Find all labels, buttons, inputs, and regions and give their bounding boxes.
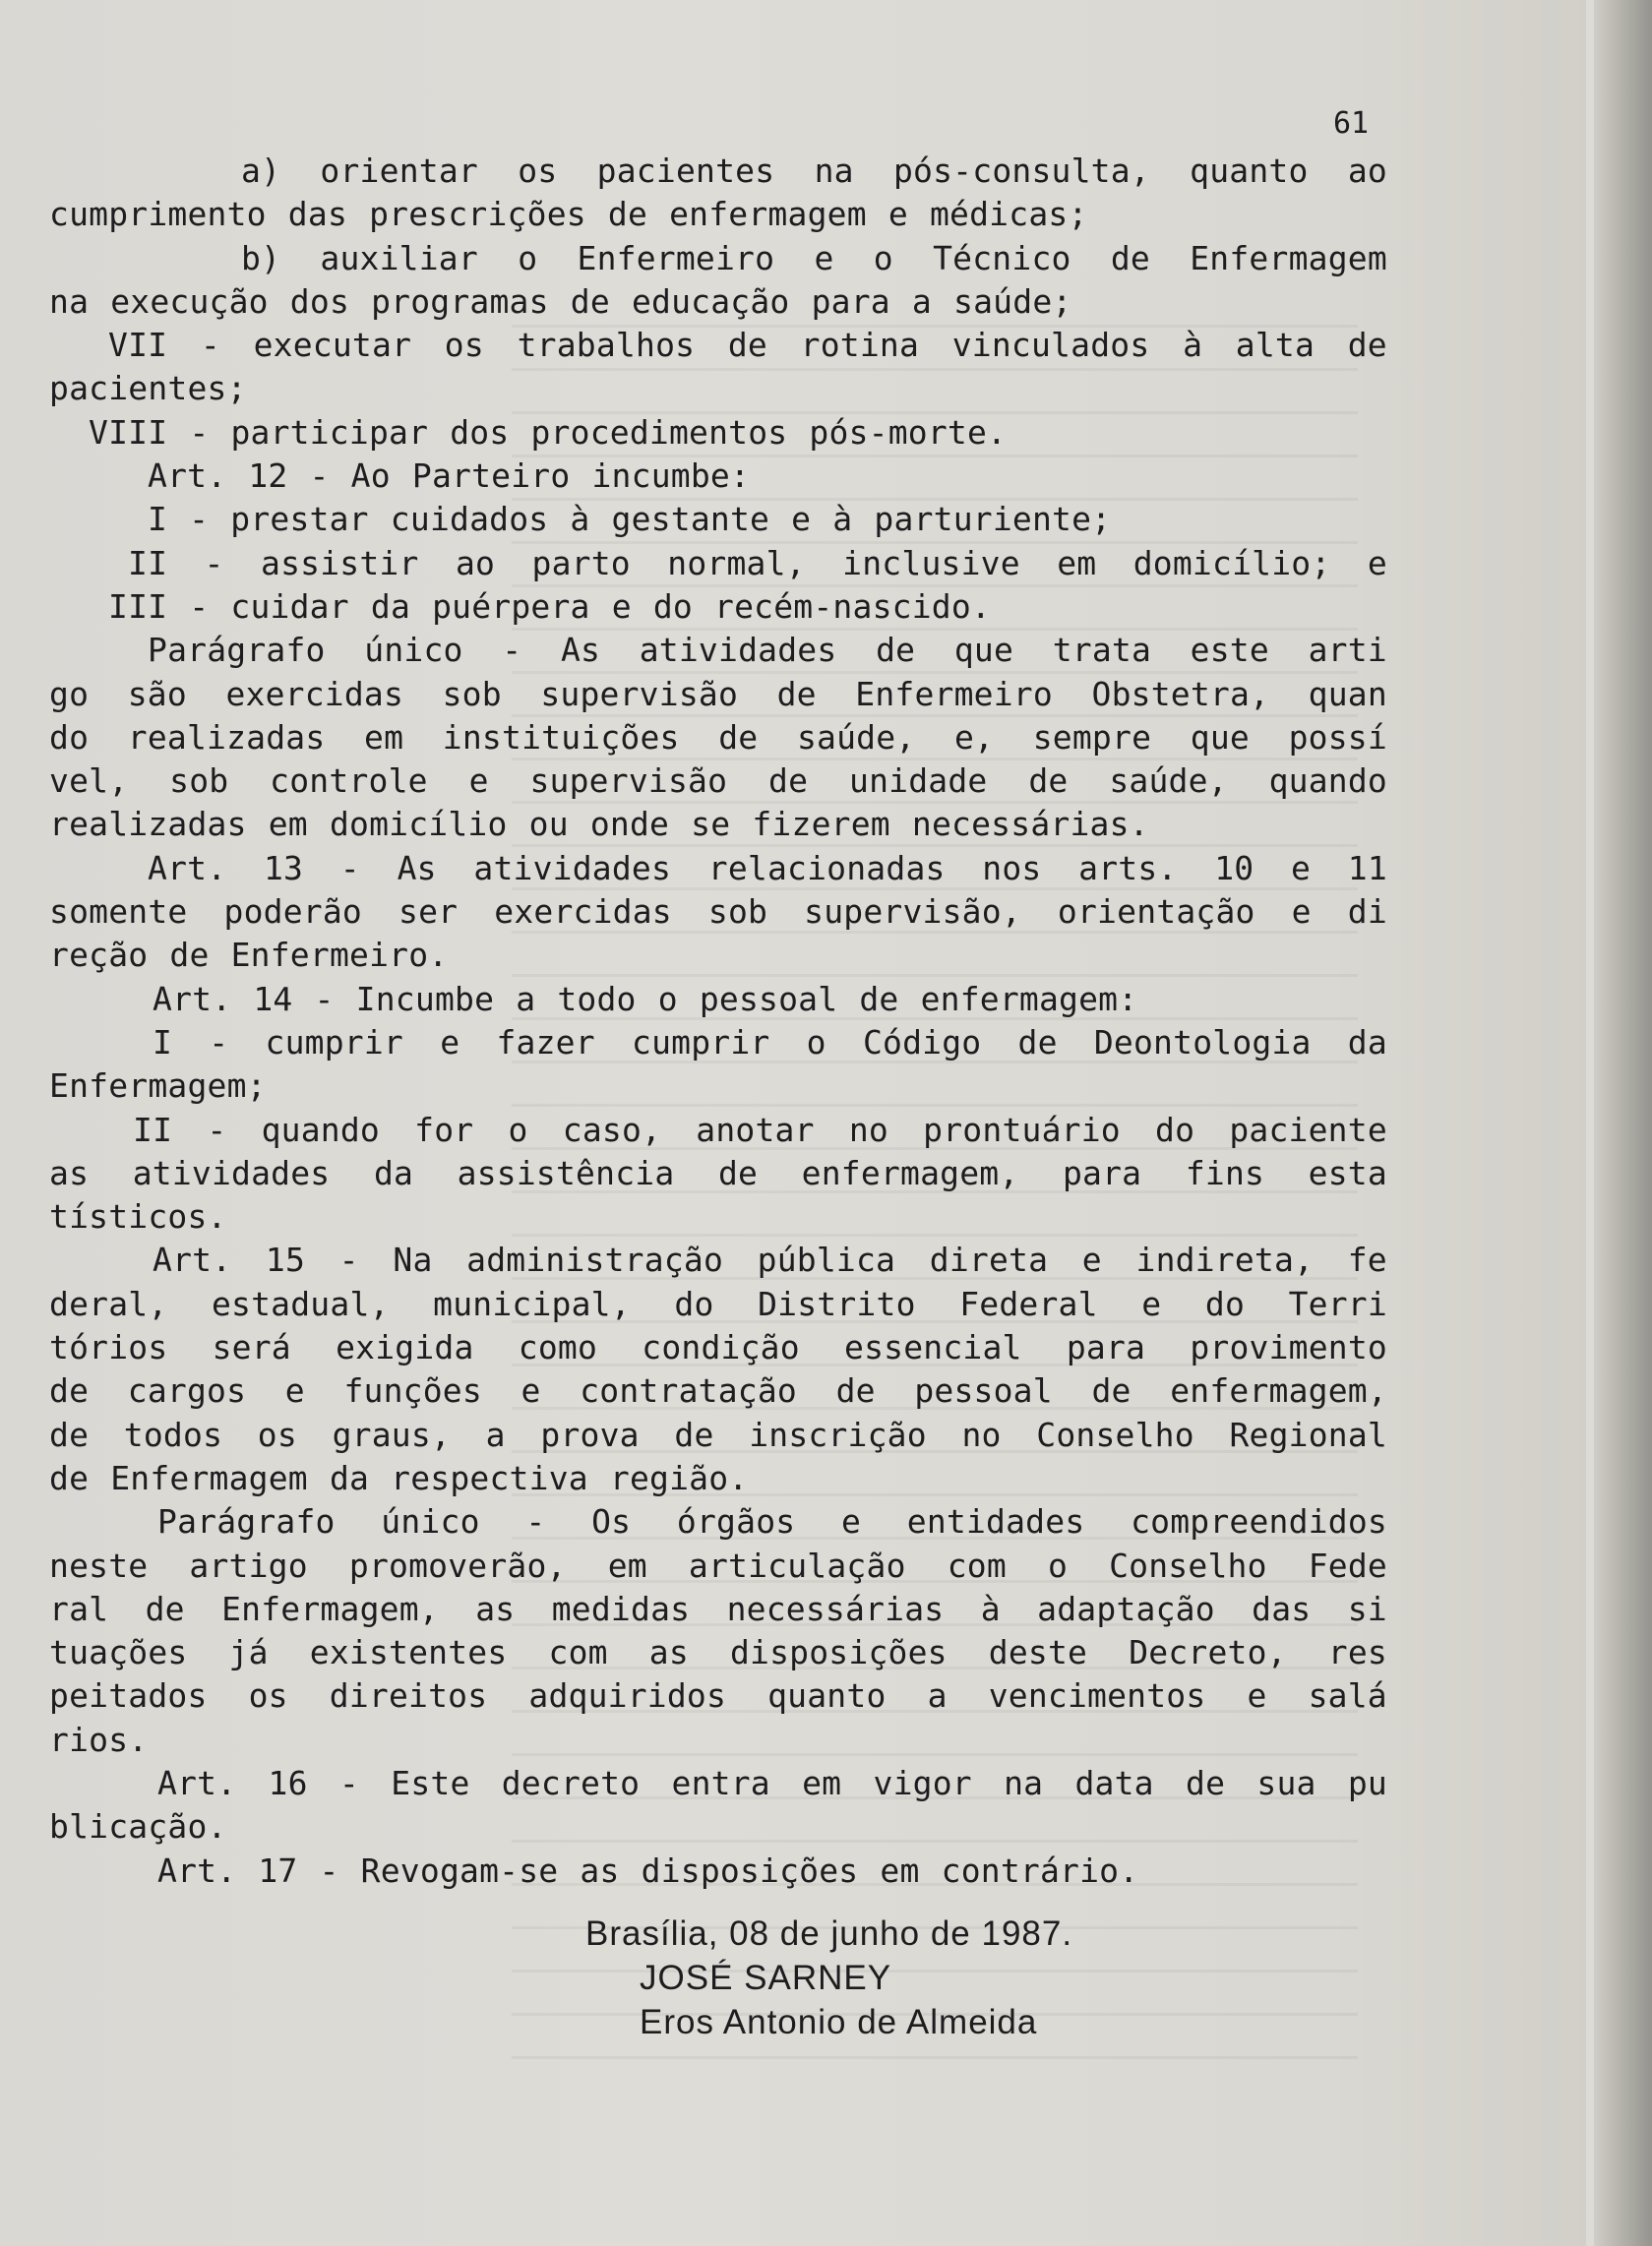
text-line: rios. bbox=[49, 1720, 149, 1759]
text-line: Art. 17 - Revogam-se as disposições em contrário. bbox=[157, 1851, 1139, 1890]
text-line: Art. 13 - As atividades relacionadas nos arts. 10 e 11 bbox=[148, 848, 1387, 887]
text-line: peitados os direitos adquiridos quanto a vencimentos e salá bbox=[49, 1676, 1387, 1716]
decree-text-body bbox=[49, 150, 1387, 1893]
text-line: Art. 12 - Ao Parteiro incumbe: bbox=[148, 456, 751, 496]
text-line: as atividades da assistência de enfermagem, para fins esta bbox=[49, 1153, 1387, 1192]
text-line: vel, sob controle e supervisão de unidade de saúde, quando bbox=[49, 761, 1387, 801]
text-line: de todos os graus, a prova de inscrição no Conselho Regional bbox=[49, 1415, 1387, 1454]
text-line: reção de Enfermeiro. bbox=[49, 936, 449, 975]
text-line: do realizadas em instituições de saúde, e, sempre que possí bbox=[49, 717, 1387, 757]
text-line: tórios será exigida como condição essencial para provimento bbox=[49, 1328, 1387, 1367]
text-line: deral, estadual, municipal, do Distrito Federal e do Terri bbox=[49, 1284, 1387, 1323]
text-line: neste artigo promoverão, em articulação com o Conselho Fede bbox=[49, 1546, 1387, 1585]
text-line: b) auxiliar o Enfermeiro e o Técnico de Enfermagem bbox=[241, 238, 1387, 277]
page-number: 61 bbox=[1333, 106, 1370, 141]
page-edge-shadow bbox=[1593, 0, 1652, 2246]
text-line: II - assistir ao parto normal, inclusive em domicílio; e bbox=[128, 543, 1387, 582]
text-line: II - quando for o caso, anotar no prontuário do paciente bbox=[133, 1110, 1387, 1149]
text-line: Parágrafo único - As atividades de que trata este arti bbox=[148, 631, 1387, 670]
text-line: cumprimento das prescrições de enfermagem e médicas; bbox=[49, 195, 1088, 234]
text-line: somente poderão ser exercidas sob supervisão, orientação e di bbox=[49, 892, 1387, 932]
text-line: Art. 15 - Na administração pública direta e indireta, fe bbox=[153, 1241, 1387, 1280]
text-line: Art. 14 - Incumbe a todo o pessoal de enfermagem: bbox=[153, 979, 1138, 1018]
text-line: VIII - participar dos procedimentos pós-morte. bbox=[89, 412, 1008, 452]
text-line: Enfermagem; bbox=[49, 1066, 267, 1106]
signature-president: JOSÉ SARNEY bbox=[640, 1959, 892, 1997]
text-line: na execução dos programas de educação para a saúde; bbox=[49, 281, 1072, 321]
text-line: tuações já existentes com as disposições deste Decreto, res bbox=[49, 1633, 1387, 1672]
text-line: I - cumprir e fazer cumprir o Código de Deontologia da bbox=[153, 1022, 1387, 1062]
text-line: ral de Enfermagem, as medidas necessárias à adaptação das si bbox=[49, 1589, 1387, 1628]
signature-place-date: Brasília, 08 de junho de 1987. bbox=[585, 1914, 1073, 1953]
signature-minister: Eros Antonio de Almeida bbox=[640, 2003, 1038, 2041]
text-line: de cargos e funções e contratação de pessoal de enfermagem, bbox=[49, 1371, 1387, 1411]
text-line: blicação. bbox=[49, 1807, 227, 1847]
text-line: Art. 16 - Este decreto entra em vigor na data de sua pu bbox=[157, 1763, 1387, 1802]
text-line: de Enfermagem da respectiva região. bbox=[49, 1458, 749, 1497]
text-line: Parágrafo único - Os órgãos e entidades compreendidos bbox=[157, 1502, 1387, 1542]
text-line: a) orientar os pacientes na pós-consulta, quanto ao bbox=[241, 152, 1387, 190]
text-line: go são exercidas sob supervisão de Enfermeiro Obstetra, quan bbox=[49, 674, 1387, 713]
text-line: pacientes; bbox=[49, 369, 247, 408]
text-line: VII - executar os trabalhos de rotina vinculados à alta de bbox=[108, 326, 1387, 365]
text-line: I - prestar cuidados à gestante e à parturiente; bbox=[148, 500, 1112, 539]
text-line: realizadas em domicílio ou onde se fizerem necessárias. bbox=[49, 805, 1149, 844]
text-line: III - cuidar da puérpera e do recém-nascido. bbox=[108, 586, 991, 626]
text-line: tísticos. bbox=[49, 1197, 227, 1237]
